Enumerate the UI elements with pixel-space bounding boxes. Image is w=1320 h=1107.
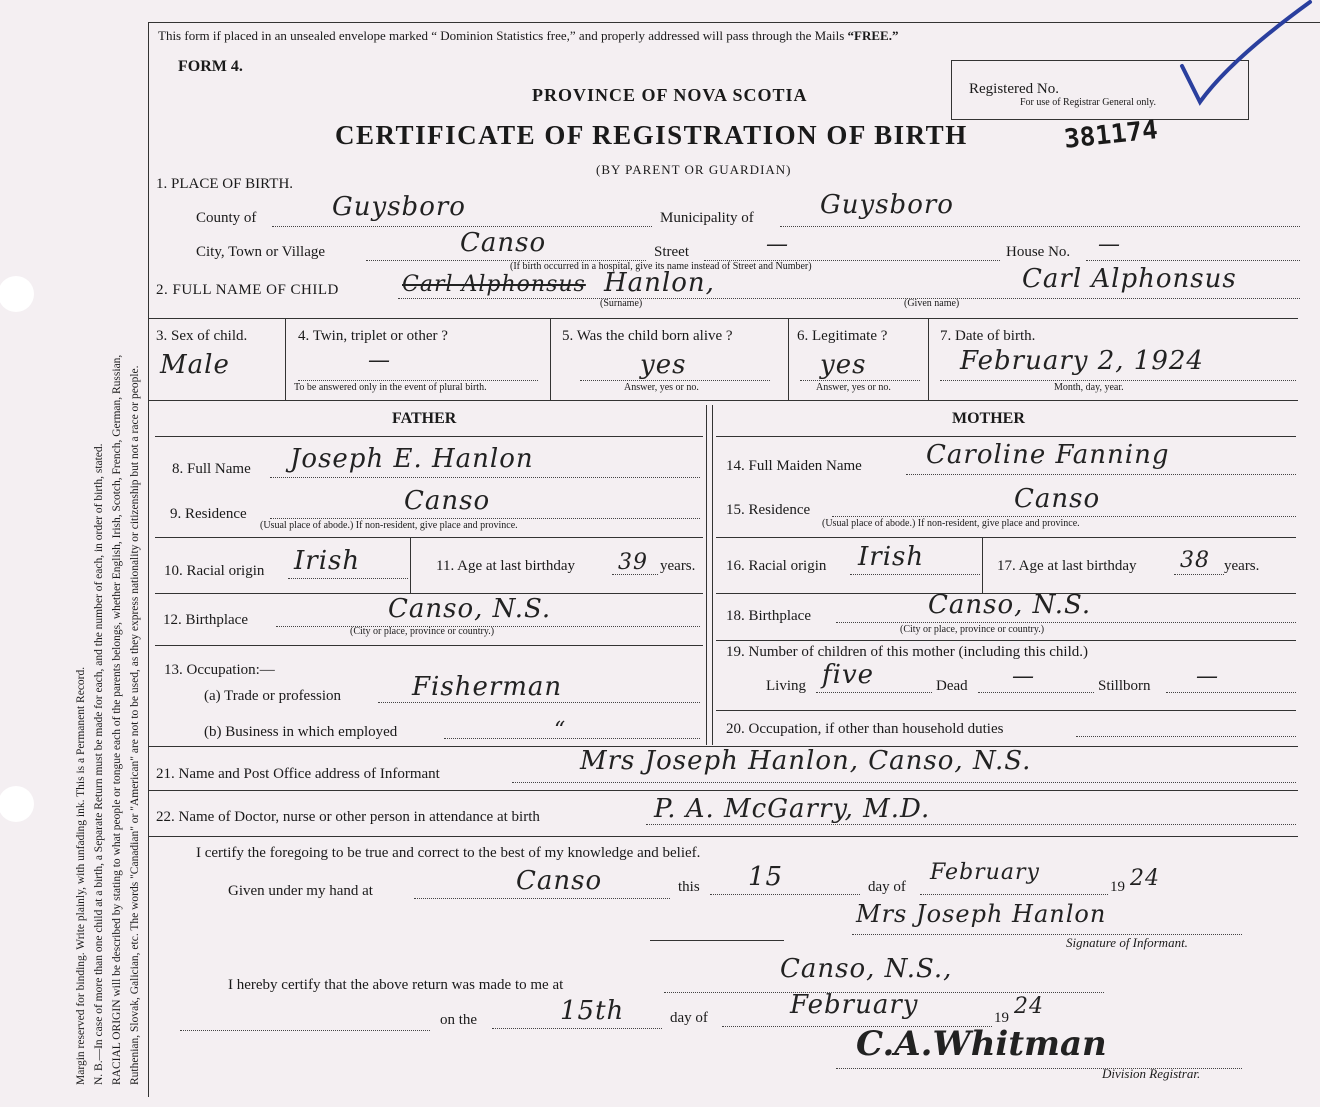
certify-month: February (930, 860, 1040, 885)
father-birthplace-value: Canso, N.S. (388, 594, 552, 624)
father-name-value: Joseph E. Hanlon (290, 444, 534, 474)
frame-top (148, 22, 1320, 23)
doctor-value: P. A. McGarry, M.D. (654, 794, 931, 824)
registrar-day: 15th (560, 996, 625, 1026)
mother-children-label: 19. Number of children of this mother (including this child.) (726, 644, 1089, 660)
registrar-day-of-label: day of (670, 1010, 708, 1026)
mother-name-value: Caroline Fanning (926, 440, 1170, 470)
father-residence-note: (Usual place of abode.) If non-resident, give place and province. (260, 520, 518, 531)
mother-dead-label: Dead (936, 678, 968, 694)
mother-birthplace-note: (City or place, province or country.) (900, 624, 1045, 635)
father-race-value: Irish (294, 546, 361, 576)
form-number: FORM 4. (178, 58, 243, 75)
legitimate-note: Answer, yes or no. (816, 382, 891, 393)
child-given-name: Carl Alphonsus (1022, 264, 1237, 294)
registrar-on-label: on the (440, 1012, 478, 1028)
page-subtitle: (BY PARENT OR GUARDIAN) (596, 162, 792, 177)
house-label: House No. (1006, 244, 1071, 260)
child-surname: Hanlon, (604, 268, 715, 298)
city-label: City, Town or Village (196, 244, 326, 260)
certify-day-of-label: day of (868, 879, 906, 895)
page-title: CERTIFICATE OF REGISTRATION OF BIRTH (335, 120, 968, 150)
binding-margin (0, 0, 150, 1107)
registrar-year: 24 (1014, 994, 1044, 1019)
certify-year-prefix: 19 (1110, 879, 1125, 895)
street-value: — (766, 232, 789, 257)
county-value: Guysboro (332, 192, 466, 222)
father-business-label: (b) Business in which employed (204, 724, 398, 740)
informant-signature-caption: Signature of Informant. (1066, 935, 1188, 950)
stamp-number: 381174 (1062, 115, 1160, 155)
dob-value: February 2, 1924 (960, 346, 1204, 376)
father-residence-label: 9. Residence (170, 506, 247, 522)
mail-note: This form if placed in an unsealed envelope marked “ Dominion Statistics free,” and properly addressed will pass through the Mails “FREE.” (158, 28, 899, 43)
mother-race-label: 16. Racial origin (726, 558, 827, 574)
father-age-value: 39 (618, 550, 648, 575)
municipality-label: Municipality of (660, 210, 754, 226)
city-value: Canso (460, 228, 547, 258)
certify-year: 24 (1130, 866, 1160, 891)
mother-birthplace-value: Canso, N.S. (928, 590, 1092, 620)
mother-residence-label: 15. Residence (726, 502, 811, 518)
mother-stillborn-value: — (1196, 664, 1219, 689)
mother-name-label: 14. Full Maiden Name (726, 458, 862, 474)
child-name-struck: Carl Alphonsus (402, 272, 586, 297)
legitimate-label: 6. Legitimate ? (797, 328, 888, 344)
informant-label: 21. Name and Post Office address of Informant (156, 766, 440, 782)
surname-caption: (Surname) (600, 298, 643, 309)
child-name-label: 2. FULL NAME OF CHILD (156, 282, 339, 298)
municipality-value: Guysboro (820, 190, 954, 220)
father-occupation-label: 13. Occupation:— (164, 662, 275, 678)
check-mark-icon (1170, 0, 1320, 115)
registrar-signature: C.A.Whitman (856, 1024, 1107, 1064)
mother-occupation-label: 20. Occupation, if other than household duties (726, 721, 1004, 737)
father-residence-value: Canso (404, 486, 491, 516)
mother-age-label: 17. Age at last birthday (997, 558, 1137, 574)
alive-label: 5. Was the child born alive ? (562, 328, 733, 344)
mother-residence-value: Canso (1014, 484, 1101, 514)
legitimate-value: yes (820, 350, 867, 380)
father-trade-label: (a) Trade or profession (204, 688, 342, 704)
mother-age-value: 38 (1180, 548, 1210, 573)
certify-statement: I certify the foregoing to be true and correct to the best of my knowledge and belief. (196, 845, 701, 861)
margin-note-4: Ruthenian, Slovak, Galician, etc. The words "Canadian" or "American" are not to be used, as they express nationality or citizenship but not a race or people. (129, 365, 141, 1085)
alive-note: Answer, yes or no. (624, 382, 699, 393)
father-birthplace-label: 12. Birthplace (163, 612, 248, 628)
certify-day: 15 (748, 862, 784, 892)
street-label: Street (654, 244, 689, 260)
certify-place: Canso (516, 866, 603, 896)
twin-note: To be answered only in the event of plural birth. (294, 382, 487, 393)
registrar-statement: I hereby certify that the above return was made to me at (228, 977, 564, 993)
father-name-label: 8. Full Name (172, 461, 251, 477)
house-value: — (1098, 232, 1121, 257)
sex-label: 3. Sex of child. (156, 328, 248, 344)
father-trade-value: Fisherman (412, 672, 563, 702)
this-label: this (678, 879, 700, 895)
father-age-years: years. (660, 558, 696, 574)
father-business-value: “ (554, 718, 567, 743)
father-heading: FATHER (392, 410, 457, 427)
mother-residence-note: (Usual place of abode.) If non-resident, give place and province. (822, 518, 1080, 529)
mother-heading: MOTHER (952, 410, 1025, 427)
father-birthplace-note: (City or place, province or country.) (350, 626, 495, 637)
margin-note-3: RACIAL ORIGIN will be described by stating to what people or tongue each of the parents belongs, whether English, Irish, Scotch, French, German, Russian, (111, 354, 123, 1085)
margin-note-2: N. B.—In case of more than one child at a birth, a Separate Return must be made for each, and the number of each, in order of birth, stated. (93, 443, 105, 1085)
registrar-signature-caption: Division Registrar. (1102, 1066, 1201, 1081)
sex-value: Male (160, 350, 230, 380)
frame-left (148, 22, 149, 1097)
twin-label: 4. Twin, triplet or other ? (298, 328, 448, 344)
registrar-month: February (790, 990, 919, 1020)
province-heading: PROVINCE OF NOVA SCOTIA (532, 85, 808, 105)
dob-label: 7. Date of birth. (940, 328, 1036, 344)
hospital-note: (If birth occurred in a hospital, give its name instead of Street and Number) (510, 261, 812, 272)
mother-living-label: Living (766, 678, 806, 694)
mother-living-value: five (822, 660, 875, 690)
registrar-place: Canso, N.S., (780, 954, 953, 984)
mother-race-value: Irish (858, 542, 925, 572)
county-label: County of (196, 210, 257, 226)
mother-age-years: years. (1224, 558, 1260, 574)
alive-value: yes (640, 350, 687, 380)
father-age-label: 11. Age at last birthday (436, 558, 575, 574)
given-name-caption: (Given name) (904, 298, 960, 309)
given-under-label: Given under my hand at (228, 883, 373, 899)
place-of-birth-heading: 1. PLACE OF BIRTH. (156, 176, 294, 192)
dob-note: Month, day, year. (1054, 382, 1124, 393)
registered-label: Registered No. (969, 81, 1059, 97)
twin-value: — (368, 348, 391, 373)
informant-value: Mrs Joseph Hanlon, Canso, N.S. (580, 746, 1032, 776)
registrar-year-prefix: 19 (994, 1010, 1009, 1026)
doctor-label: 22. Name of Doctor, nurse or other person in attendance at birth (156, 809, 540, 825)
mother-birthplace-label: 18. Birthplace (726, 608, 811, 624)
father-race-label: 10. Racial origin (164, 563, 265, 579)
margin-note-1: Margin reserved for binding. Write plainly, with unfading ink. This is a Permanent Record. (75, 666, 87, 1085)
informant-signature: Mrs Joseph Hanlon (856, 900, 1107, 928)
registered-note: For use of Registrar General only. (1020, 97, 1156, 108)
mother-dead-value: — (1012, 664, 1035, 689)
mother-stillborn-label: Stillborn (1098, 678, 1151, 694)
